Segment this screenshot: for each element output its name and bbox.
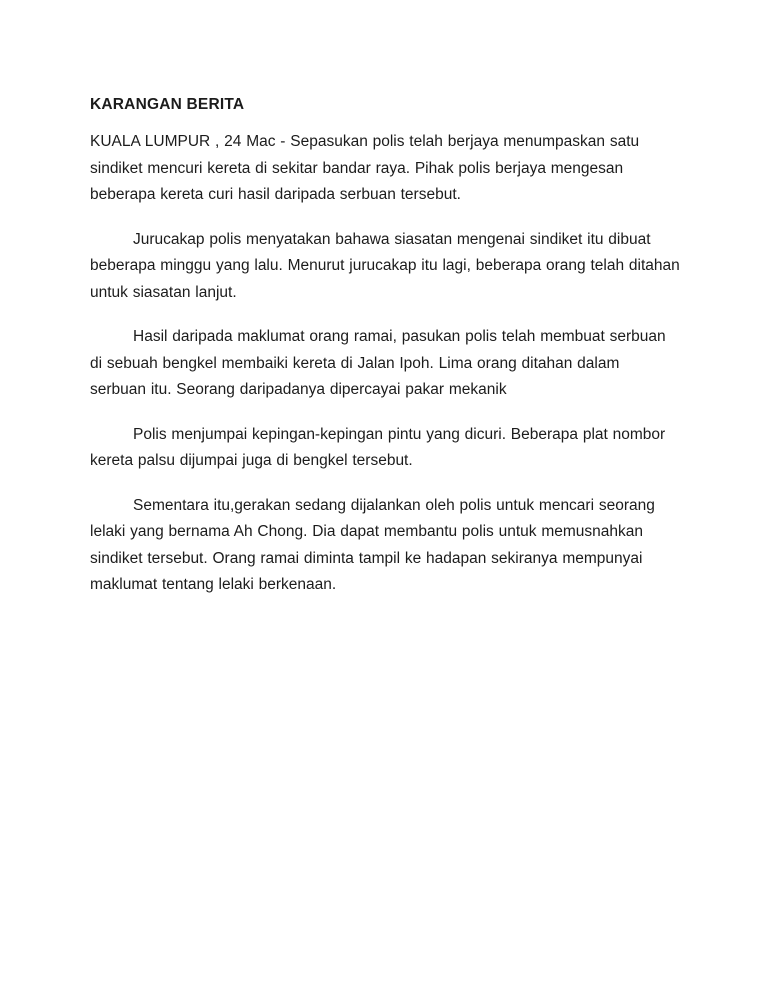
paragraph: Polis menjumpai kepingan-kepingan pintu yang dicuri. Beberapa plat nombor kereta palsu dijumpai juga di bengkel tersebut. [90, 425, 666, 469]
document-title: KARANGAN BERITA [90, 96, 245, 113]
document-body [90, 129, 680, 599]
paragraph: KUALA LUMPUR , 24 Mac - Sepasukan polis telah berjaya menumpaskan satu sindiket mencuri kereta di sekitar bandar raya. Pihak polis berjaya mengesan beberapa kereta curi hasil daripada serbuan tersebut. [90, 133, 640, 203]
paragraph: Sementara itu,gerakan sedang dijalankan oleh polis untuk mencari seorang lelaki yang bernama Ah Chong. Dia dapat membantu polis untuk memusnahkan sindiket tersebut. Orang ramai diminta tampil ke hadapan sekiranya mempunyai maklumat tentang lelaki berkenaan. [90, 496, 655, 593]
paragraph: Hasil daripada maklumat orang ramai, pasukan polis telah membuat serbuan di sebuah bengkel membaiki kereta di Jalan Ipoh. Lima orang ditahan dalam serbuan itu. Seorang daripadanya dipercayai pakar mekanik [90, 328, 666, 398]
paragraph: Jurucakap polis menyatakan bahawa siasatan mengenai sindiket itu dibuat beberapa minggu yang lalu. Menurut jurucakap itu lagi, beberapa orang telah ditahan untuk siasatan lanjut. [90, 230, 680, 301]
